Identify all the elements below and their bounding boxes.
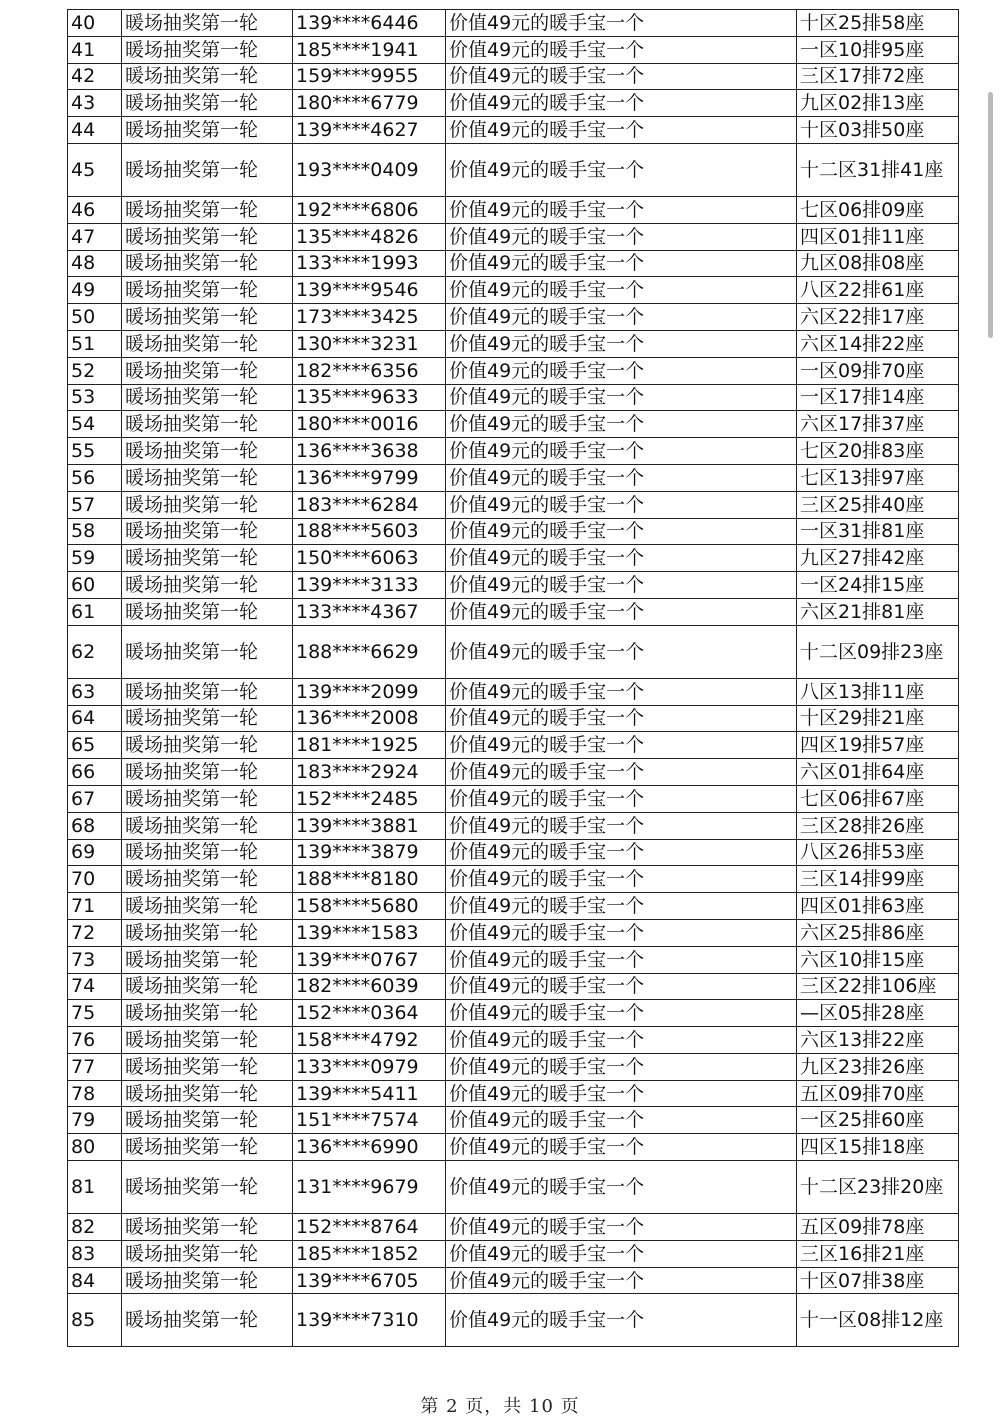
seat-cell: 六区21排81座 [797,598,959,625]
row-number-cell: 49 [68,277,122,304]
event-cell: 暖场抽奖第一轮 [122,839,293,866]
event-cell: 暖场抽奖第一轮 [122,572,293,599]
event-cell: 暖场抽奖第一轮 [122,1214,293,1241]
page-number-footer: 第 2 页，共 10 页 [420,1396,580,1417]
prize-cell: 价值49元的暖手宝一个 [446,973,797,1000]
row-number-cell: 42 [68,63,122,90]
seat-cell: 八区22排61座 [797,277,959,304]
table-row [68,1000,959,1027]
seat-cell: 六区22排17座 [797,304,959,331]
table-row [68,812,959,839]
phone-cell: 158****4792 [293,1027,446,1054]
prize-cell: 价值49元的暖手宝一个 [446,812,797,839]
seat-cell: 三区16排21座 [797,1240,959,1267]
seat-cell: 五区09排70座 [797,1080,959,1107]
phone-cell: 152****0364 [293,1000,446,1027]
table-row [68,973,959,1000]
row-number-cell: 77 [68,1053,122,1080]
phone-cell: 139****7310 [293,1294,446,1347]
phone-cell: 133****0979 [293,1053,446,1080]
phone-cell: 182****6039 [293,973,446,1000]
prize-cell: 价值49元的暖手宝一个 [446,919,797,946]
phone-cell: 135****4826 [293,223,446,250]
prize-cell: 价值49元的暖手宝一个 [446,1161,797,1214]
event-cell: 暖场抽奖第一轮 [122,598,293,625]
prize-cell: 价值49元的暖手宝一个 [446,518,797,545]
event-cell: 暖场抽奖第一轮 [122,357,293,384]
row-number-cell: 67 [68,785,122,812]
table-row [68,545,959,572]
prize-cell: 价值49元的暖手宝一个 [446,545,797,572]
seat-cell: 三区22排106座 [797,973,959,1000]
row-number-cell: 78 [68,1080,122,1107]
event-cell: 暖场抽奖第一轮 [122,919,293,946]
table-row [68,732,959,759]
prize-cell: 价值49元的暖手宝一个 [446,90,797,117]
prize-cell: 价值49元的暖手宝一个 [446,304,797,331]
phone-cell: 136****2008 [293,705,446,732]
event-cell: 暖场抽奖第一轮 [122,678,293,705]
phone-cell: 181****1925 [293,732,446,759]
event-cell: 暖场抽奖第一轮 [122,143,293,196]
prize-cell: 价值49元的暖手宝一个 [446,250,797,277]
event-cell: 暖场抽奖第一轮 [122,384,293,411]
phone-cell: 139****4627 [293,117,446,144]
event-cell: 暖场抽奖第一轮 [122,1107,293,1134]
table-row [68,1134,959,1161]
phone-cell: 173****3425 [293,304,446,331]
seat-cell: 一区31排81座 [797,518,959,545]
seat-cell: 六区10排15座 [797,946,959,973]
row-number-cell: 47 [68,223,122,250]
table-row [68,759,959,786]
table-row [68,304,959,331]
phone-cell: 185****1941 [293,36,446,63]
row-number-cell: 41 [68,36,122,63]
table-row [68,1161,959,1214]
event-cell: 暖场抽奖第一轮 [122,1294,293,1347]
prize-cell: 价值49元的暖手宝一个 [446,411,797,438]
table-row [68,1053,959,1080]
table-row [68,598,959,625]
table-row [68,411,959,438]
phone-cell: 139****3879 [293,839,446,866]
row-number-cell: 83 [68,1240,122,1267]
event-cell: 暖场抽奖第一轮 [122,866,293,893]
seat-cell: 六区01排64座 [797,759,959,786]
row-number-cell: 59 [68,545,122,572]
row-number-cell: 71 [68,893,122,920]
table-row [68,196,959,223]
prize-cell: 价值49元的暖手宝一个 [446,491,797,518]
prize-cell: 价值49元的暖手宝一个 [446,330,797,357]
event-cell: 暖场抽奖第一轮 [122,90,293,117]
event-cell: 暖场抽奖第一轮 [122,1240,293,1267]
seat-cell: 八区13排11座 [797,678,959,705]
event-cell: 暖场抽奖第一轮 [122,63,293,90]
event-cell: 暖场抽奖第一轮 [122,36,293,63]
event-cell: 暖场抽奖第一轮 [122,893,293,920]
phone-cell: 183****6284 [293,491,446,518]
seat-cell: 五区09排78座 [797,1214,959,1241]
prize-cell: 价值49元的暖手宝一个 [446,598,797,625]
prize-cell: 价值49元的暖手宝一个 [446,1080,797,1107]
event-cell: 暖场抽奖第一轮 [122,705,293,732]
table-row [68,1294,959,1347]
table-row [68,63,959,90]
event-cell: 暖场抽奖第一轮 [122,785,293,812]
prize-cell: 价值49元的暖手宝一个 [446,625,797,678]
phone-cell: 135****9633 [293,384,446,411]
row-number-cell: 80 [68,1134,122,1161]
row-number-cell: 73 [68,946,122,973]
table-row [68,946,959,973]
event-cell: 暖场抽奖第一轮 [122,117,293,144]
event-cell: 暖场抽奖第一轮 [122,1080,293,1107]
row-number-cell: 81 [68,1161,122,1214]
phone-cell: 133****1993 [293,250,446,277]
seat-cell: 一区24排15座 [797,572,959,599]
seat-cell: 四区01排63座 [797,893,959,920]
table-row [68,1107,959,1134]
table-row [68,1267,959,1294]
prize-cell: 价值49元的暖手宝一个 [446,866,797,893]
phone-cell: 182****6356 [293,357,446,384]
event-cell: 暖场抽奖第一轮 [122,464,293,491]
prize-cell: 价值49元的暖手宝一个 [446,143,797,196]
phone-cell: 151****7574 [293,1107,446,1134]
seat-cell: 六区14排22座 [797,330,959,357]
event-cell: 暖场抽奖第一轮 [122,812,293,839]
table-row [68,785,959,812]
row-number-cell: 65 [68,732,122,759]
table-row [68,919,959,946]
table-row [68,277,959,304]
row-number-cell: 66 [68,759,122,786]
row-number-cell: 40 [68,10,122,37]
event-cell: 暖场抽奖第一轮 [122,250,293,277]
row-number-cell: 57 [68,491,122,518]
phone-cell: 150****6063 [293,545,446,572]
event-cell: 暖场抽奖第一轮 [122,438,293,465]
table-row [68,839,959,866]
table-row [68,1027,959,1054]
row-number-cell: 68 [68,812,122,839]
table-row [68,866,959,893]
table-row [68,384,959,411]
row-number-cell: 46 [68,196,122,223]
seat-cell: 七区13排97座 [797,464,959,491]
phone-cell: 159****9955 [293,63,446,90]
scrollbar-thumb[interactable] [988,92,993,338]
prize-cell: 价值49元的暖手宝一个 [446,678,797,705]
event-cell: 暖场抽奖第一轮 [122,223,293,250]
prize-cell: 价值49元的暖手宝一个 [446,893,797,920]
prize-cell: 价值49元的暖手宝一个 [446,464,797,491]
seat-cell: 十二区31排41座 [797,143,959,196]
table-row [68,678,959,705]
event-cell: 暖场抽奖第一轮 [122,10,293,37]
event-cell: 暖场抽奖第一轮 [122,518,293,545]
seat-cell: 三区17排72座 [797,63,959,90]
event-cell: 暖场抽奖第一轮 [122,1053,293,1080]
event-cell: 暖场抽奖第一轮 [122,946,293,973]
prize-cell: 价值49元的暖手宝一个 [446,572,797,599]
seat-cell: 十二区09排23座 [797,625,959,678]
prize-cell: 价值49元的暖手宝一个 [446,36,797,63]
prize-cell: 价值49元的暖手宝一个 [446,1000,797,1027]
table-row [68,491,959,518]
row-number-cell: 45 [68,143,122,196]
phone-cell: 136****3638 [293,438,446,465]
seat-cell: 九区27排42座 [797,545,959,572]
prize-cell: 价值49元的暖手宝一个 [446,1214,797,1241]
table-row [68,1240,959,1267]
row-number-cell: 43 [68,90,122,117]
seat-cell: 一区25排60座 [797,1107,959,1134]
seat-cell: 一区17排14座 [797,384,959,411]
seat-cell: 十区03排50座 [797,117,959,144]
phone-cell: 139****0767 [293,946,446,973]
seat-cell: 九区02排13座 [797,90,959,117]
phone-cell: 188****6629 [293,625,446,678]
table-row [68,438,959,465]
phone-cell: 188****5603 [293,518,446,545]
seat-cell: 九区08排08座 [797,250,959,277]
table-row [68,90,959,117]
row-number-cell: 84 [68,1267,122,1294]
row-number-cell: 50 [68,304,122,331]
phone-cell: 139****9546 [293,277,446,304]
prize-cell: 价值49元的暖手宝一个 [446,1134,797,1161]
prize-cell: 价值49元的暖手宝一个 [446,732,797,759]
row-number-cell: 75 [68,1000,122,1027]
table-row [68,625,959,678]
phone-cell: 130****3231 [293,330,446,357]
phone-cell: 139****3881 [293,812,446,839]
prize-cell: 价值49元的暖手宝一个 [446,705,797,732]
table-row [68,250,959,277]
table-row [68,705,959,732]
prize-cell: 价值49元的暖手宝一个 [446,10,797,37]
prize-cell: 价值49元的暖手宝一个 [446,438,797,465]
seat-cell: 六区25排86座 [797,919,959,946]
phone-cell: 152****8764 [293,1214,446,1241]
phone-cell: 180****6779 [293,90,446,117]
seat-cell: 一区10排95座 [797,36,959,63]
prize-cell: 价值49元的暖手宝一个 [446,63,797,90]
table-row [68,143,959,196]
seat-cell: 三区25排40座 [797,491,959,518]
seat-cell: 六区13排22座 [797,1027,959,1054]
prize-cell: 价值49元的暖手宝一个 [446,759,797,786]
phone-cell: 183****2924 [293,759,446,786]
row-number-cell: 70 [68,866,122,893]
phone-cell: 133****4367 [293,598,446,625]
seat-cell: —区05排28座 [797,1000,959,1027]
row-number-cell: 62 [68,625,122,678]
prize-cell: 价值49元的暖手宝一个 [446,1053,797,1080]
table-row [68,572,959,599]
phone-cell: 139****1583 [293,919,446,946]
row-number-cell: 74 [68,973,122,1000]
prize-cell: 价值49元的暖手宝一个 [446,357,797,384]
prize-cell: 价值49元的暖手宝一个 [446,946,797,973]
phone-cell: 188****8180 [293,866,446,893]
seat-cell: 十区29排21座 [797,705,959,732]
seat-cell: 四区15排18座 [797,1134,959,1161]
row-number-cell: 64 [68,705,122,732]
seat-cell: 八区26排53座 [797,839,959,866]
event-cell: 暖场抽奖第一轮 [122,277,293,304]
table-row [68,893,959,920]
event-cell: 暖场抽奖第一轮 [122,1027,293,1054]
seat-cell: 七区06排67座 [797,785,959,812]
prize-cell: 价值49元的暖手宝一个 [446,196,797,223]
seat-cell: 六区17排37座 [797,411,959,438]
table-row [68,1214,959,1241]
event-cell: 暖场抽奖第一轮 [122,491,293,518]
event-cell: 暖场抽奖第一轮 [122,1000,293,1027]
event-cell: 暖场抽奖第一轮 [122,304,293,331]
event-cell: 暖场抽奖第一轮 [122,973,293,1000]
prize-cell: 价值49元的暖手宝一个 [446,277,797,304]
row-number-cell: 52 [68,357,122,384]
event-cell: 暖场抽奖第一轮 [122,196,293,223]
row-number-cell: 63 [68,678,122,705]
phone-cell: 131****9679 [293,1161,446,1214]
table-row [68,117,959,144]
table-row [68,1080,959,1107]
row-number-cell: 54 [68,411,122,438]
phone-cell: 136****6990 [293,1134,446,1161]
row-number-cell: 82 [68,1214,122,1241]
table-row [68,223,959,250]
phone-cell: 158****5680 [293,893,446,920]
phone-cell: 139****3133 [293,572,446,599]
event-cell: 暖场抽奖第一轮 [122,1267,293,1294]
seat-cell: 十区07排38座 [797,1267,959,1294]
seat-cell: 四区01排11座 [797,223,959,250]
row-number-cell: 44 [68,117,122,144]
prize-cell: 价值49元的暖手宝一个 [446,384,797,411]
event-cell: 暖场抽奖第一轮 [122,330,293,357]
prize-cell: 价值49元的暖手宝一个 [446,1240,797,1267]
prize-cell: 价值49元的暖手宝一个 [446,839,797,866]
seat-cell: 四区19排57座 [797,732,959,759]
row-number-cell: 76 [68,1027,122,1054]
row-number-cell: 72 [68,919,122,946]
phone-cell: 139****2099 [293,678,446,705]
event-cell: 暖场抽奖第一轮 [122,545,293,572]
table-row [68,10,959,37]
row-number-cell: 60 [68,572,122,599]
seat-cell: 一区09排70座 [797,357,959,384]
prize-cell: 价值49元的暖手宝一个 [446,785,797,812]
seat-cell: 三区28排26座 [797,812,959,839]
seat-cell: 七区06排09座 [797,196,959,223]
phone-cell: 139****5411 [293,1080,446,1107]
table-row [68,330,959,357]
row-number-cell: 85 [68,1294,122,1347]
event-cell: 暖场抽奖第一轮 [122,1134,293,1161]
phone-cell: 136****9799 [293,464,446,491]
row-number-cell: 79 [68,1107,122,1134]
prize-cell: 价值49元的暖手宝一个 [446,1294,797,1347]
phone-cell: 193****0409 [293,143,446,196]
phone-cell: 139****6446 [293,10,446,37]
phone-cell: 152****2485 [293,785,446,812]
row-number-cell: 48 [68,250,122,277]
table-row [68,357,959,384]
row-number-cell: 51 [68,330,122,357]
seat-cell: 九区23排26座 [797,1053,959,1080]
seat-cell: 七区20排83座 [797,438,959,465]
event-cell: 暖场抽奖第一轮 [122,1161,293,1214]
prize-cell: 价值49元的暖手宝一个 [446,1027,797,1054]
prize-cell: 价值49元的暖手宝一个 [446,1107,797,1134]
seat-cell: 三区14排99座 [797,866,959,893]
table-row [68,464,959,491]
event-cell: 暖场抽奖第一轮 [122,625,293,678]
row-number-cell: 56 [68,464,122,491]
seat-cell: 十一区08排12座 [797,1294,959,1347]
seat-cell: 十二区23排20座 [797,1161,959,1214]
winner-table-body [68,10,959,1347]
phone-cell: 180****0016 [293,411,446,438]
prize-cell: 价值49元的暖手宝一个 [446,1267,797,1294]
winner-table [67,9,959,1347]
event-cell: 暖场抽奖第一轮 [122,759,293,786]
phone-cell: 185****1852 [293,1240,446,1267]
row-number-cell: 58 [68,518,122,545]
row-number-cell: 61 [68,598,122,625]
phone-cell: 139****6705 [293,1267,446,1294]
table-row [68,36,959,63]
row-number-cell: 55 [68,438,122,465]
seat-cell: 十区25排58座 [797,10,959,37]
row-number-cell: 69 [68,839,122,866]
table-row [68,518,959,545]
prize-cell: 价值49元的暖手宝一个 [446,223,797,250]
prize-cell: 价值49元的暖手宝一个 [446,117,797,144]
event-cell: 暖场抽奖第一轮 [122,411,293,438]
phone-cell: 192****6806 [293,196,446,223]
row-number-cell: 53 [68,384,122,411]
event-cell: 暖场抽奖第一轮 [122,732,293,759]
